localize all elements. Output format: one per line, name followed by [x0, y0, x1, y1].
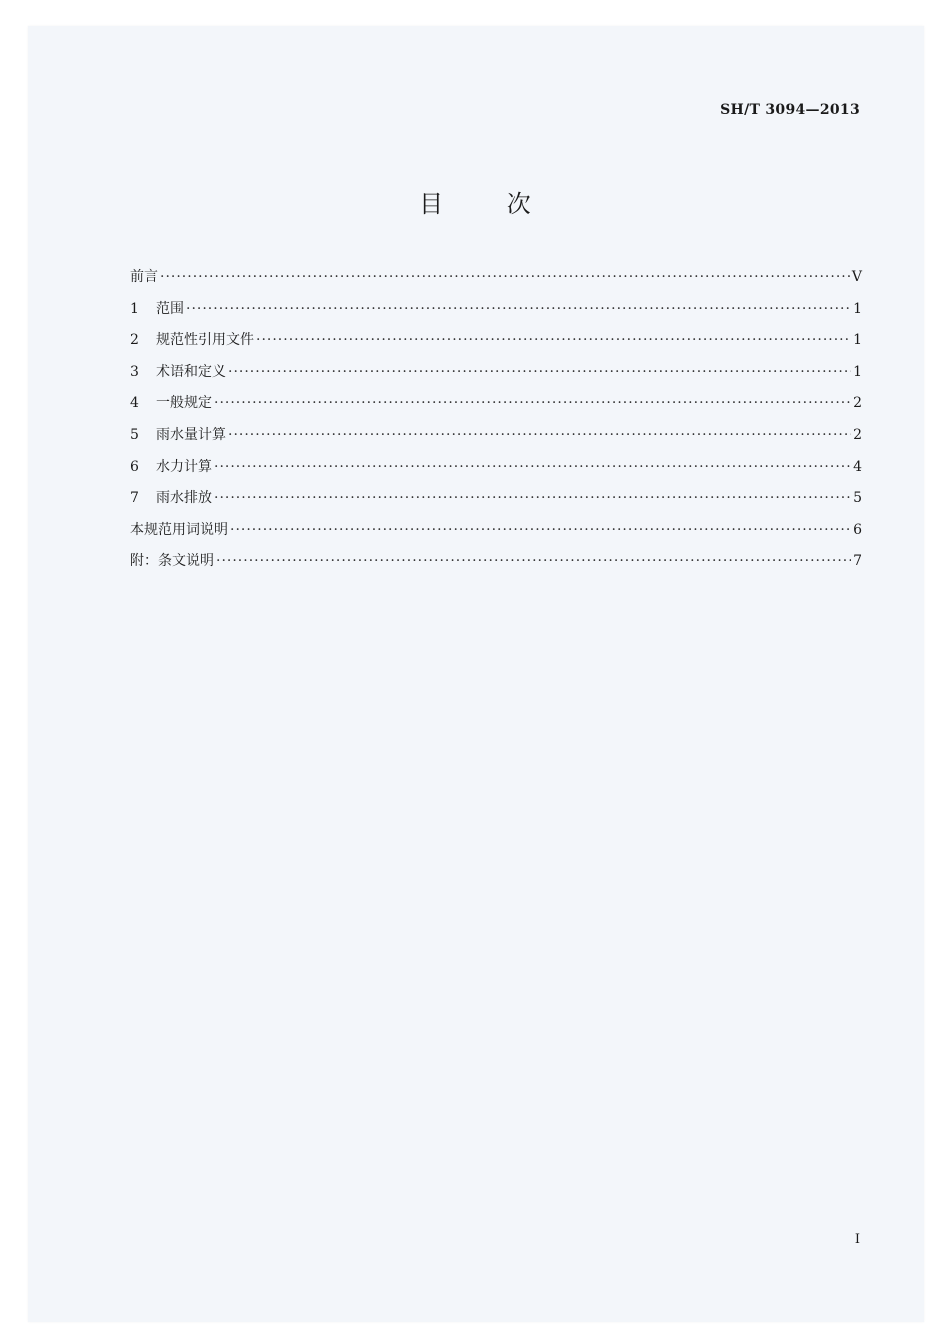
- toc-entry-page: 7: [853, 553, 862, 570]
- toc-entry[interactable]: [130, 515, 862, 547]
- toc-leader-dots: [214, 388, 851, 420]
- toc-entry-label: 雨水量计算: [156, 426, 226, 443]
- toc-entry-label: 水力计算: [156, 458, 212, 475]
- toc-leader-dots: [228, 420, 851, 452]
- toc-entry-number: 5: [130, 426, 139, 443]
- toc-entry-label: 规范性引用文件: [156, 332, 254, 349]
- toc-entry-number: 6: [130, 458, 139, 475]
- toc-entry-page: 1: [853, 300, 862, 317]
- toc-entry-label: 一般规定: [156, 395, 212, 412]
- toc-entry-number: 3: [130, 363, 139, 380]
- toc-entry-number: 4: [130, 395, 139, 412]
- toc-entry-page: 5: [853, 490, 862, 507]
- toc-entry-number: 1: [130, 300, 139, 317]
- toc-entry-page: 1: [853, 363, 862, 380]
- toc-entry[interactable]: [130, 388, 862, 420]
- toc-entry[interactable]: [130, 325, 862, 357]
- toc-leader-dots: [228, 357, 851, 389]
- toc-entry-label: 雨水排放: [156, 490, 212, 507]
- toc-entry-label: 术语和定义: [156, 363, 226, 380]
- toc-entry-number: 2: [130, 332, 139, 349]
- toc-leader-dots: [160, 262, 850, 294]
- toc-entry-page: 4: [853, 458, 862, 475]
- toc-entry-number: 7: [130, 490, 139, 507]
- toc-entry-page: 6: [853, 521, 862, 538]
- document-code: SH/T 3094—2013: [720, 102, 860, 118]
- table-of-contents: [130, 262, 862, 578]
- toc-entry-label: 前言: [130, 269, 158, 285]
- toc-entry[interactable]: [130, 452, 862, 484]
- toc-entry[interactable]: [130, 357, 862, 389]
- toc-entry-page: V: [851, 269, 862, 285]
- page-number: I: [854, 1232, 860, 1247]
- toc-title: 目 次: [419, 190, 559, 218]
- toc-entry[interactable]: [130, 546, 862, 578]
- toc-entry-page: 2: [853, 426, 862, 443]
- toc-leader-dots: [214, 452, 851, 484]
- toc-entry-page: 1: [853, 332, 862, 349]
- toc-entry-label: 范围: [156, 300, 184, 317]
- toc-entry[interactable]: [130, 262, 862, 294]
- toc-entry-label: 本规范用词说明: [130, 521, 228, 538]
- toc-leader-dots: [256, 325, 851, 357]
- document-page: [28, 26, 924, 1322]
- toc-entry-label: 附：条文说明: [130, 553, 214, 570]
- toc-entry[interactable]: [130, 294, 862, 326]
- toc-leader-dots: [230, 515, 851, 547]
- toc-leader-dots: [186, 294, 851, 326]
- toc-entry[interactable]: [130, 483, 862, 515]
- toc-entry[interactable]: [130, 420, 862, 452]
- toc-leader-dots: [216, 546, 851, 578]
- toc-leader-dots: [214, 483, 851, 515]
- toc-entry-page: 2: [853, 395, 862, 412]
